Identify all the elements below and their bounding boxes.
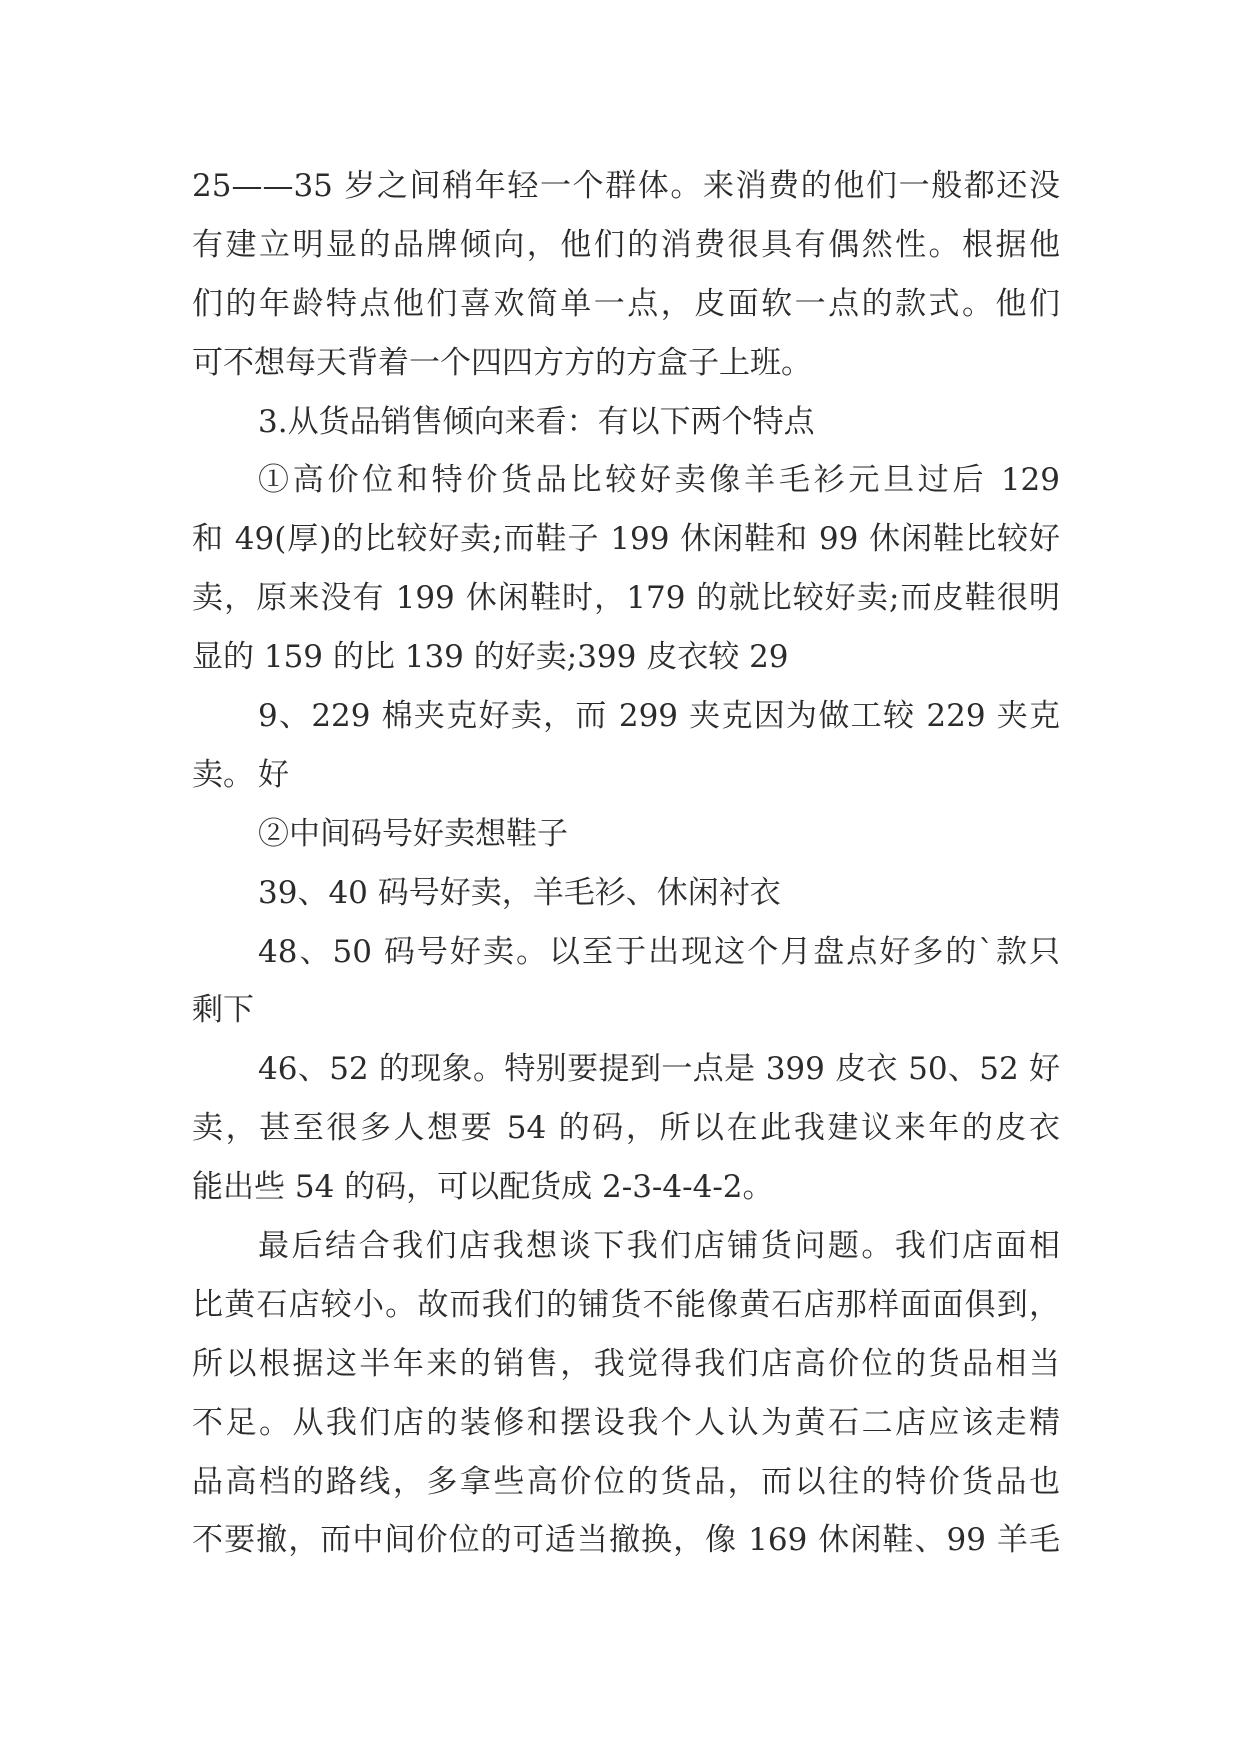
paragraph-line: 品高档的路线，多拿些高价位的货品，而以往的特价货品也 xyxy=(192,1463,1060,1500)
paragraph xyxy=(192,923,1060,1041)
paragraph-line: 最后结合我们店我想谈下我们店铺货问题。我们店面相 xyxy=(258,1228,1060,1265)
paragraph-line: 3.从货品销售倾向来看：有以下两个特点 xyxy=(258,403,815,440)
paragraph xyxy=(192,1040,1060,1217)
paragraph xyxy=(192,1217,1060,1570)
paragraph-line: 48、50 码号好卖。以至于出现这个月盘点好多的`款只 xyxy=(258,933,1060,970)
paragraph-line: ②中间码号好卖想鞋子 xyxy=(258,815,568,852)
paragraph-line: 有建立明显的品牌倾向，他们的消费很具有偶然性。根据他 xyxy=(192,226,1060,263)
paragraph-line: 显的 159 的比 139 的好卖;399 皮衣较 29 xyxy=(192,639,789,676)
paragraph-line: 卖，甚至很多人想要 54 的码，所以在此我建议来年的皮衣 xyxy=(192,1110,1060,1147)
paragraph-line: 能出些 54 的码，可以配货成 2-3-4-4-2。 xyxy=(192,1169,774,1206)
paragraph-line: 剩下 xyxy=(192,992,254,1029)
paragraph-line: 9、229 棉夹克好卖，而 299 夹克因为做工较 229 夹克好 xyxy=(258,698,1060,793)
paragraph xyxy=(192,451,1060,687)
paragraph-line: 比黄石店较小。故而我们的铺货不能像黄石店那样面面俱到， xyxy=(192,1286,1060,1323)
paragraph-line: ①高价位和特价货品比较好卖像羊毛衫元旦过后 129 xyxy=(258,462,1060,499)
paragraph-line: 可不想每天背着一个四四方方的方盒子上班。 xyxy=(192,344,812,381)
paragraph-line: 不要撤，而中间价位的可适当撤换，像 169 休闲鞋、99 羊毛 xyxy=(192,1522,1060,1559)
section-heading xyxy=(192,393,1060,452)
document-body xyxy=(192,157,1060,1570)
paragraph-line: 和 49(厚)的比较好卖;而鞋子 199 休闲鞋和 99 休闲鞋比较好 xyxy=(192,521,1060,558)
paragraph-line: 们的年龄特点他们喜欢简单一点，皮面软一点的款式。他们 xyxy=(192,285,1060,322)
paragraph xyxy=(192,157,1060,393)
paragraph xyxy=(192,805,1060,864)
paragraph xyxy=(192,864,1060,923)
paragraph-line: 卖，原来没有 199 休闲鞋时，179 的就比较好卖;而皮鞋很明 xyxy=(192,580,1060,617)
paragraph xyxy=(192,687,1060,805)
paragraph-line: 39、40 码号好卖，羊毛衫、休闲衬衣 xyxy=(258,874,781,911)
paragraph-line: 所以根据这半年来的销售，我觉得我们店高价位的货品相当 xyxy=(192,1345,1060,1382)
paragraph-line: 卖。 xyxy=(192,756,254,793)
paragraph-line: 25——35 岁之间稍年轻一个群体。来消费的他们一般都还没 xyxy=(192,168,1060,204)
paragraph-line: 不足。从我们店的装修和摆设我个人认为黄石二店应该走精 xyxy=(192,1404,1060,1441)
paragraph-line: 46、52 的现象。特别要提到一点是 399 皮衣 50、52 好 xyxy=(258,1051,1060,1088)
